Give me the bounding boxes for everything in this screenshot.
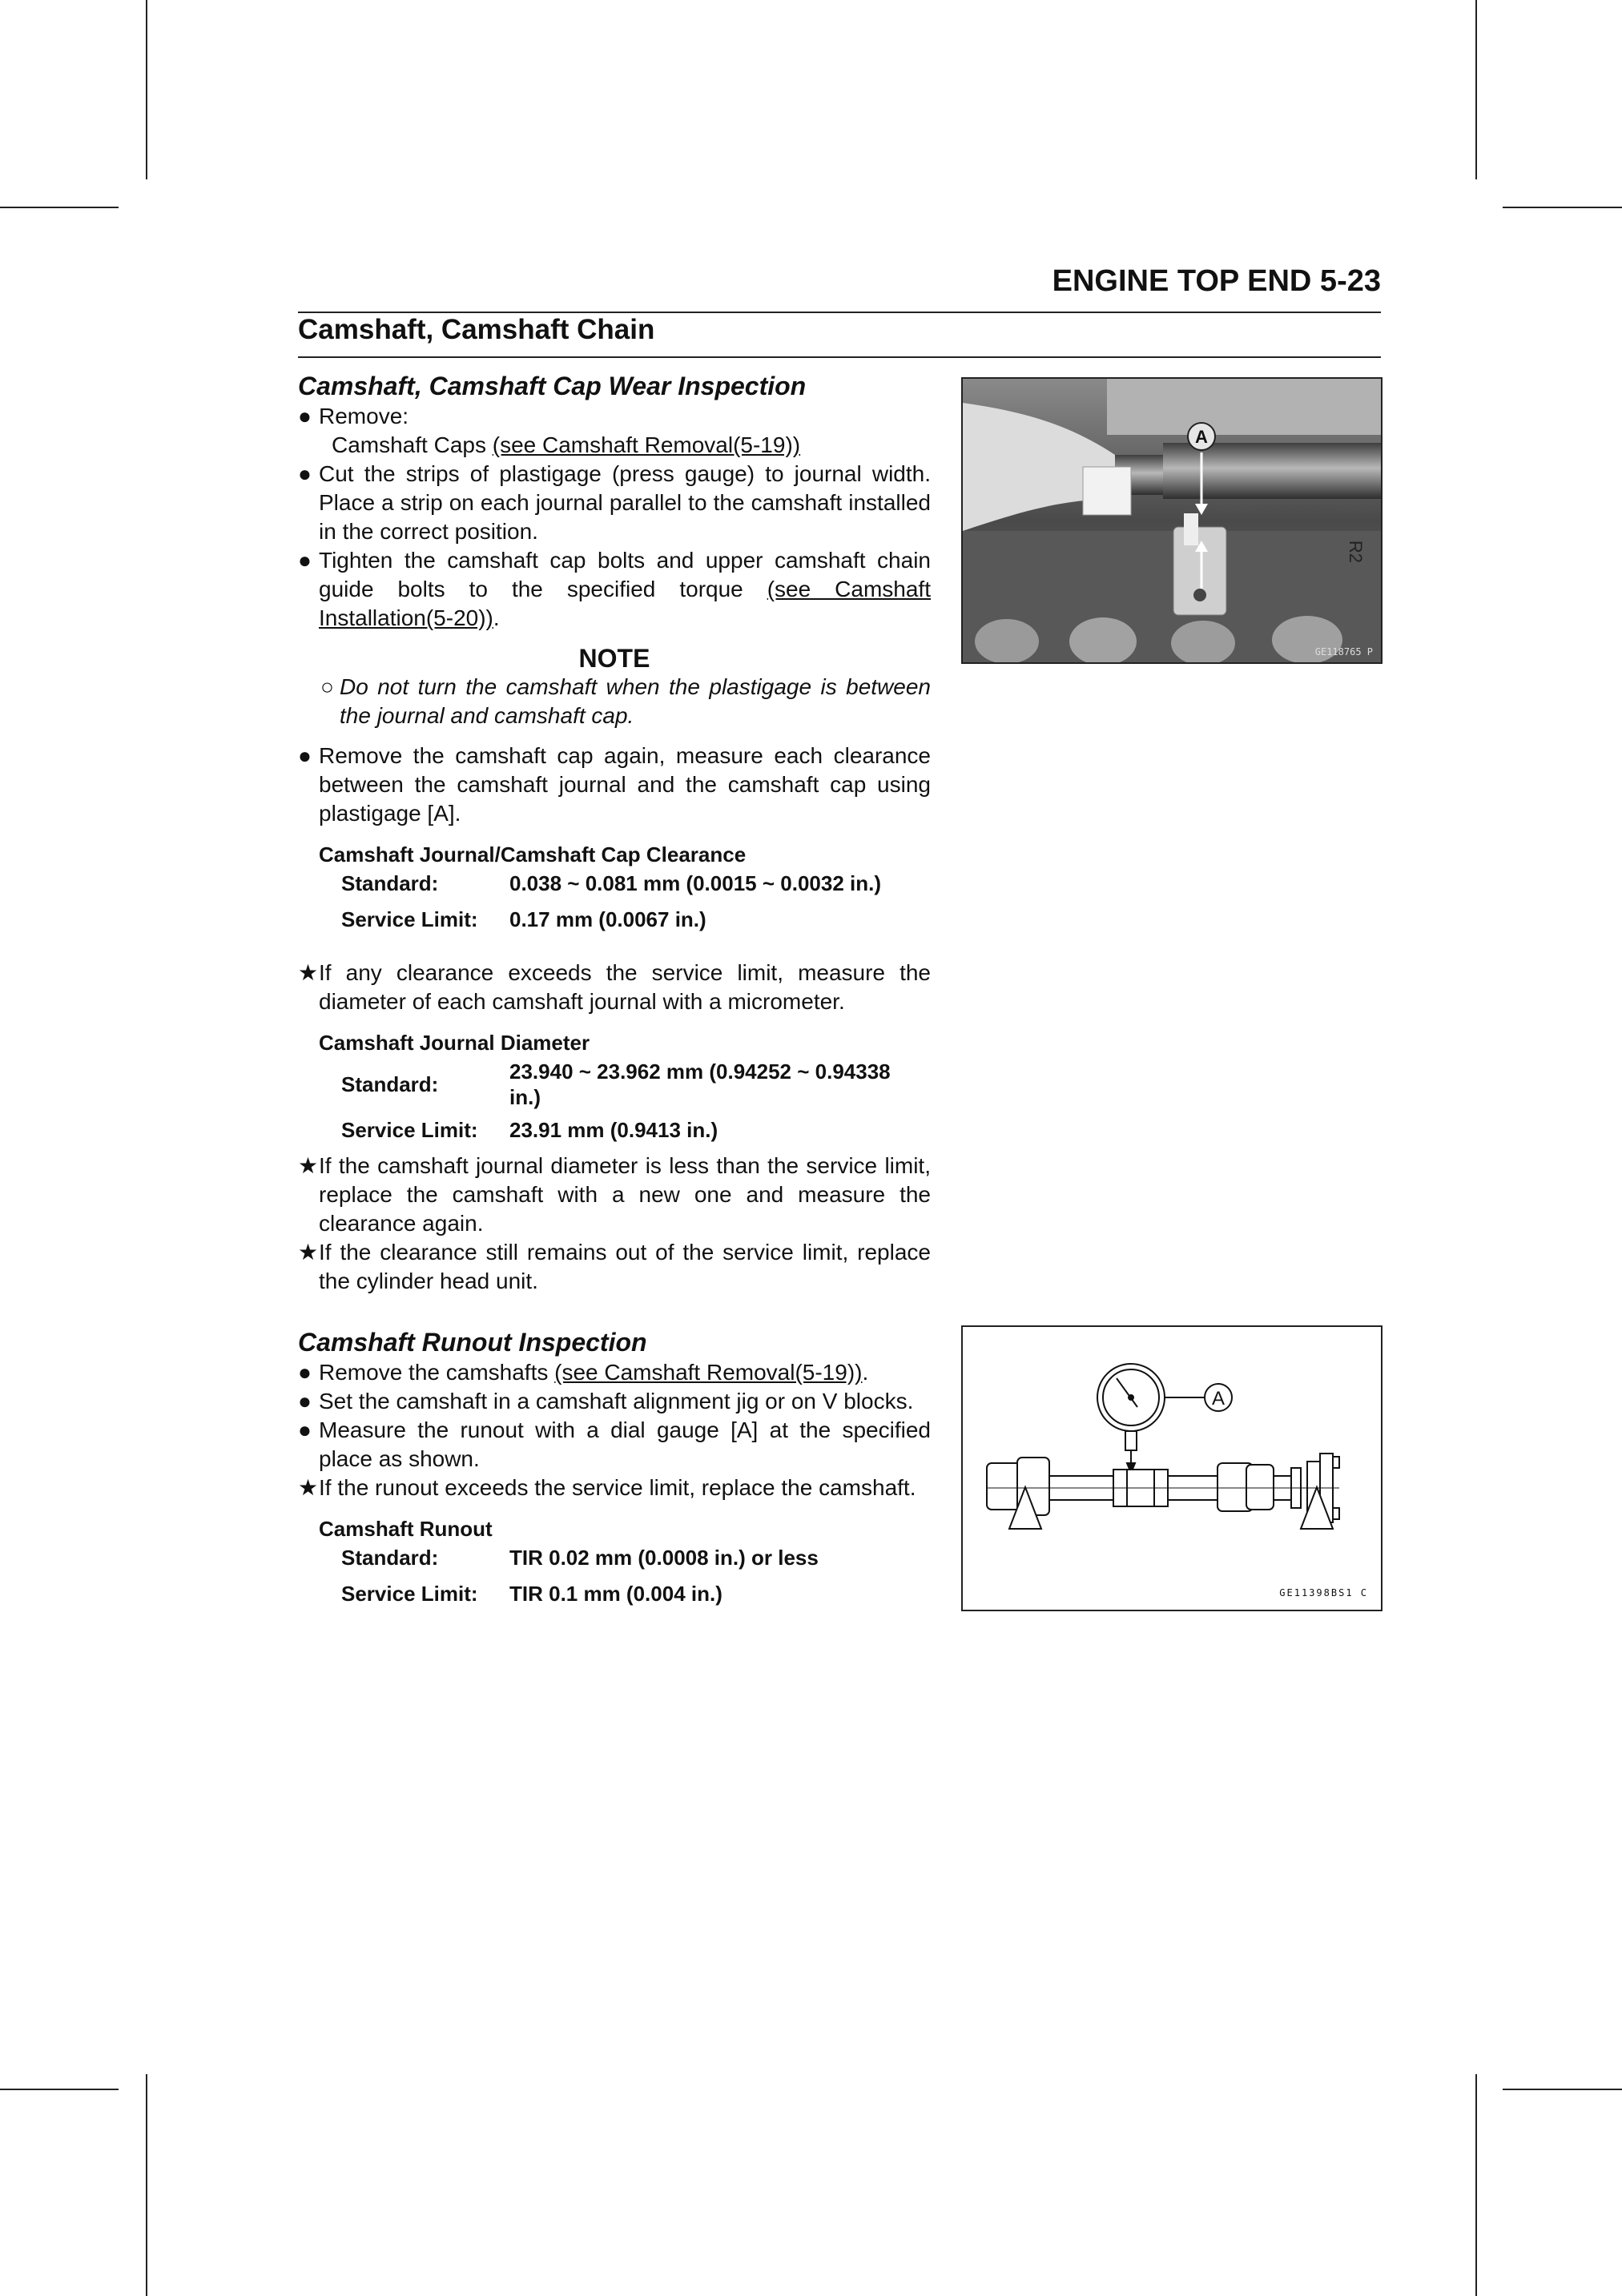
list-item: ★ If the camshaft journal diameter is less than the service limit, replace the camshaft with a new one and measure the clearance again. — [298, 1153, 931, 1236]
spec-title: Camshaft Journal Diameter — [319, 1031, 590, 1055]
table-row — [341, 1056, 926, 1112]
bullet-marker: ● — [298, 1360, 312, 1385]
list-item: ★ If the clearance still remains out of the service limit, replace the cylinder head unit. — [298, 1240, 931, 1293]
table-row — [341, 899, 926, 935]
spec-title: Camshaft Runout — [319, 1517, 493, 1541]
list-item: ● Remove the camshaft cap again, measure each clearance between the camshaft journal and the camshaft cap using plastigage [A]. — [298, 743, 931, 826]
bullet-marker: ● — [298, 1389, 312, 1413]
crop-mark — [1503, 207, 1622, 208]
wear-inspection-heading: Camshaft, Camshaft Cap Wear Inspection — [298, 372, 807, 400]
crop-mark — [1503, 2089, 1622, 2090]
crop-mark — [0, 207, 119, 208]
spec-value: TIR 0.02 mm (0.0008 in.) or less — [509, 1546, 819, 1570]
list-item: ● Cut the strips of plastigage (press gauge) to journal width. Place a strip on each journal parallel to the camshaft installed in the correct position. — [298, 461, 931, 544]
spec-title: Camshaft Journal/Camshaft Cap Clearance — [319, 842, 747, 867]
camshaft-dial-gauge-illustration — [963, 1327, 1381, 1610]
callout-label: A — [1195, 427, 1208, 447]
list-sub-item: Camshaft Caps (see Camshaft Removal(5-19)) — [332, 432, 801, 457]
list-item: ★ If the runout exceeds the service limit, replace the camshaft. — [298, 1474, 931, 1502]
runout-inspection-section — [298, 1326, 931, 1609]
section-rule — [298, 356, 1381, 358]
section-title: Camshaft, Camshaft Chain — [298, 314, 655, 345]
list-item: ● Remove: — [298, 402, 931, 431]
diameter-spec-block — [319, 1029, 931, 1145]
header-rule — [298, 312, 1381, 313]
camshaft-removal-link[interactable]: (see Camshaft Removal(5-19)) — [492, 432, 801, 457]
crop-mark — [146, 0, 147, 179]
crop-mark — [0, 2089, 119, 2090]
list-item: ★ If any clearance exceeds the service limit, measure the diameter of each camshaft journal with a micrometer. — [298, 960, 931, 1014]
table-row — [341, 1573, 926, 1609]
note-title: NOTE — [578, 644, 650, 673]
spec-table — [341, 1542, 926, 1609]
runout-spec-block — [319, 1515, 931, 1609]
bullet-marker: ● — [298, 743, 312, 768]
page-header: ENGINE TOP END 5-23 — [1052, 264, 1381, 298]
callout-label: A — [1211, 1388, 1226, 1409]
spec-label: Service Limit: — [341, 907, 478, 931]
plastigage-photo — [961, 377, 1383, 664]
note-text: ○ Do not turn the camshaft when the plastigage is between the journal and camshaft cap. — [320, 674, 931, 728]
spec-label: Standard: — [341, 871, 439, 895]
bullet-marker: ● — [298, 404, 312, 428]
table-row — [341, 1542, 926, 1573]
list-item: ● Measure the runout with a dial gauge [A] at the specified place as shown. — [298, 1417, 931, 1471]
runout-diagram — [961, 1325, 1383, 1611]
spec-label: Standard: — [341, 1546, 439, 1570]
spec-value: 0.038 ~ 0.081 mm (0.0015 ~ 0.0032 in.) — [509, 871, 881, 895]
strip-marking: R2 — [1346, 540, 1366, 563]
spec-value: 23.91 mm (0.9413 in.) — [509, 1118, 718, 1142]
bullet-marker: ● — [298, 548, 312, 573]
circle-marker: ○ — [320, 674, 334, 699]
list-item: ● Remove the camshafts (see Camshaft Removal(5-19)). — [298, 1358, 931, 1387]
spec-table — [341, 868, 926, 935]
list-item: ● Tighten the camshaft cap bolts and upper camshaft chain guide bolts to the specified torque (see Camshaft Installation(5-20)). — [298, 548, 931, 630]
spec-label: Service Limit: — [341, 1582, 478, 1606]
camshaft-removal-link[interactable]: (see Camshaft Removal(5-19)) — [554, 1360, 863, 1385]
spec-label: Service Limit: — [341, 1118, 478, 1142]
photo-illustration — [963, 379, 1381, 662]
bullet-marker: ● — [298, 461, 312, 486]
crop-mark — [146, 2074, 147, 2296]
star-marker: ★ — [298, 960, 319, 985]
crop-mark — [1475, 0, 1477, 179]
crop-mark — [1475, 2074, 1477, 2296]
figure-code: GE11398BS1 C — [1279, 1587, 1368, 1598]
wear-inspection-section — [298, 370, 931, 1296]
table-row — [341, 868, 926, 899]
spec-value: 23.940 ~ 23.962 mm (0.94252 ~ 0.94338 in.) — [509, 1060, 891, 1109]
camshaft-installation-link[interactable]: (see Camshaft Installation(5-20)) — [319, 577, 931, 630]
star-marker: ★ — [298, 1153, 319, 1178]
spec-label: Standard: — [341, 1072, 439, 1096]
clearance-spec-block — [319, 841, 931, 935]
spec-value: TIR 0.1 mm (0.004 in.) — [509, 1582, 722, 1606]
spec-value: 0.17 mm (0.0067 in.) — [509, 907, 706, 931]
star-marker: ★ — [298, 1240, 319, 1265]
list-item: ● Set the camshaft in a camshaft alignment jig or on V blocks. — [298, 1387, 931, 1416]
runout-inspection-heading: Camshaft Runout Inspection — [298, 1328, 647, 1357]
figure-code: GE118765 P — [1314, 646, 1373, 657]
bullet-marker: ● — [298, 1417, 312, 1442]
spec-table — [341, 1056, 926, 1145]
table-row — [341, 1112, 926, 1145]
star-marker: ★ — [298, 1475, 319, 1500]
